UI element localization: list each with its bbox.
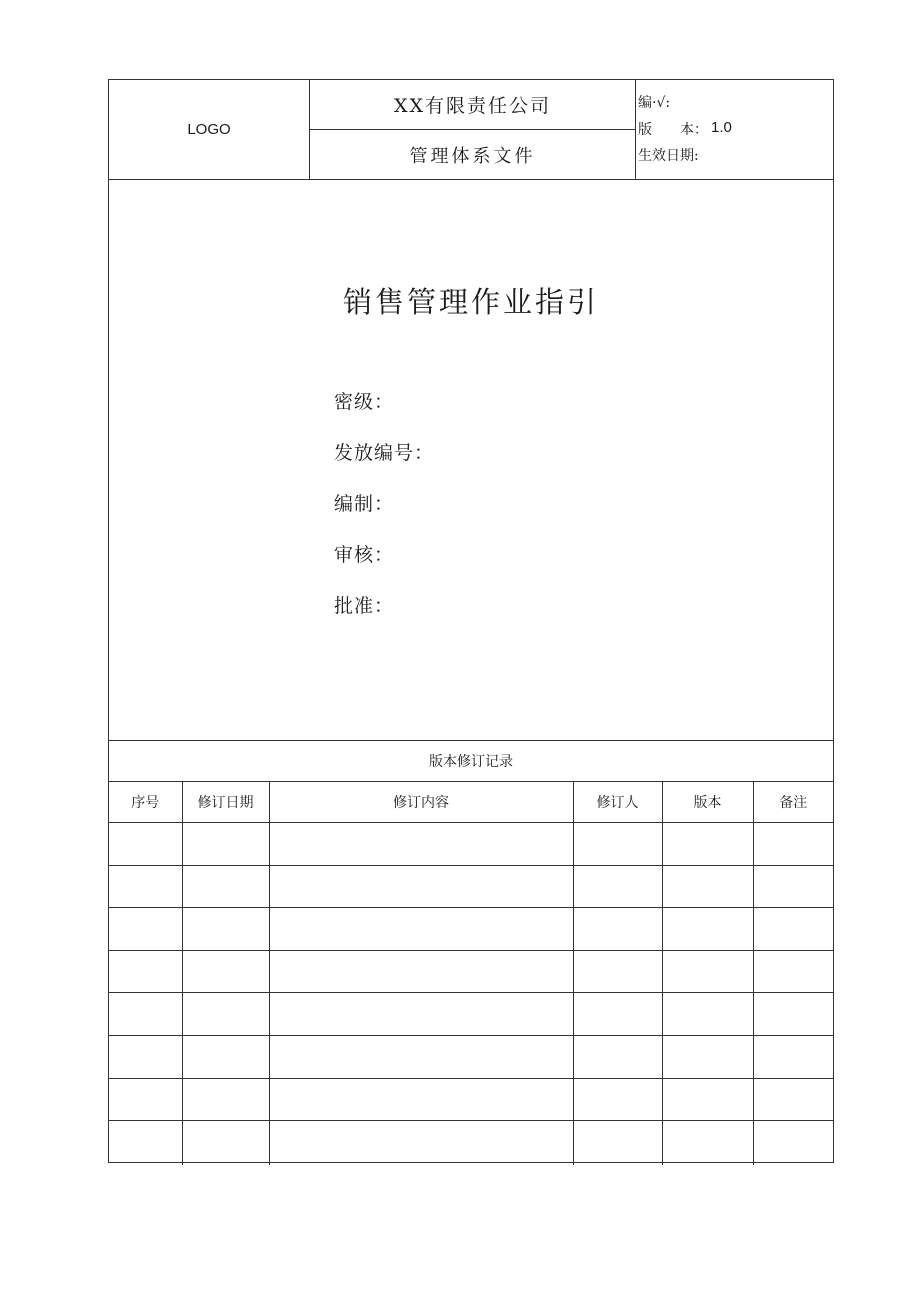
table-cell — [182, 823, 269, 866]
table-cell — [269, 993, 573, 1036]
system-name: 管理体系文件 — [310, 130, 636, 179]
table-cell — [753, 950, 833, 993]
table-cell — [109, 1035, 182, 1078]
table-cell — [182, 1121, 269, 1166]
table-row — [109, 950, 833, 993]
field-approved-by: 批准： — [334, 595, 395, 617]
table-row — [109, 823, 833, 866]
document-frame — [108, 79, 834, 1163]
table-row — [109, 1035, 833, 1078]
table-cell — [182, 1078, 269, 1121]
table-cell — [662, 993, 753, 1036]
table-cell — [109, 823, 182, 866]
table-cell — [662, 1078, 753, 1121]
version-label: 版 本： — [638, 122, 708, 138]
table-cell — [753, 993, 833, 1036]
table-cell — [573, 823, 662, 866]
table-cell — [109, 950, 182, 993]
table-cell — [573, 1121, 662, 1166]
col-date: 修订日期 — [182, 782, 269, 823]
table-cell — [109, 993, 182, 1036]
col-reviser: 修订人 — [573, 782, 662, 823]
table-row — [109, 993, 833, 1036]
table-cell — [573, 1035, 662, 1078]
table-cell — [662, 908, 753, 951]
table-cell — [182, 1035, 269, 1078]
effective-date-label: 生效日期: — [638, 148, 699, 164]
code-label: 编·√: — [638, 95, 671, 111]
logo: LOGO — [109, 80, 310, 179]
document-title: 销售管理作业指引 — [342, 285, 599, 319]
table-cell — [753, 1035, 833, 1078]
table-cell — [109, 865, 182, 908]
table-cell — [662, 1121, 753, 1166]
table-cell — [269, 1035, 573, 1078]
document-header — [109, 80, 833, 180]
table-cell — [182, 993, 269, 1036]
table-header-row — [109, 782, 833, 823]
approval-fields — [334, 387, 434, 642]
table-cell — [662, 865, 753, 908]
field-security-level: 密级： — [334, 391, 395, 413]
table-row — [109, 865, 833, 908]
field-prepared-by: 编制： — [334, 493, 395, 515]
col-content: 修订内容 — [269, 782, 573, 823]
table-cell — [753, 823, 833, 866]
table-cell — [269, 908, 573, 951]
table-cell — [662, 950, 753, 993]
table-cell — [753, 908, 833, 951]
table-cell — [573, 865, 662, 908]
table-cell — [753, 1121, 833, 1166]
table-cell — [269, 823, 573, 866]
field-reviewed-by: 审核： — [334, 544, 395, 566]
table-row — [109, 1121, 833, 1166]
col-version: 版本 — [662, 782, 753, 823]
table-cell — [269, 1121, 573, 1166]
table-cell — [573, 1078, 662, 1121]
revision-record-title: 版本修订记录 — [109, 740, 833, 782]
table-cell — [182, 950, 269, 993]
col-remarks: 备注 — [753, 782, 833, 823]
table-cell — [109, 1121, 182, 1166]
company-name: XX有限责任公司 — [310, 80, 636, 130]
table-cell — [182, 865, 269, 908]
table-cell — [573, 908, 662, 951]
table-cell — [269, 865, 573, 908]
table-cell — [269, 1078, 573, 1121]
field-issue-number: 发放编号： — [334, 442, 435, 464]
revision-rows — [109, 823, 833, 1166]
table-cell — [182, 908, 269, 951]
table-cell — [662, 1035, 753, 1078]
revision-table — [109, 781, 833, 1165]
table-cell — [573, 993, 662, 1036]
table-cell — [753, 865, 833, 908]
table-cell — [109, 1078, 182, 1121]
table-cell — [753, 1078, 833, 1121]
table-row — [109, 908, 833, 951]
table-cell — [662, 823, 753, 866]
col-seq: 序号 — [109, 782, 182, 823]
table-cell — [109, 908, 182, 951]
document-meta — [636, 80, 833, 179]
table-cell — [269, 950, 573, 993]
version-value: 1.0 — [711, 119, 732, 136]
table-cell — [573, 950, 662, 993]
table-row — [109, 1078, 833, 1121]
